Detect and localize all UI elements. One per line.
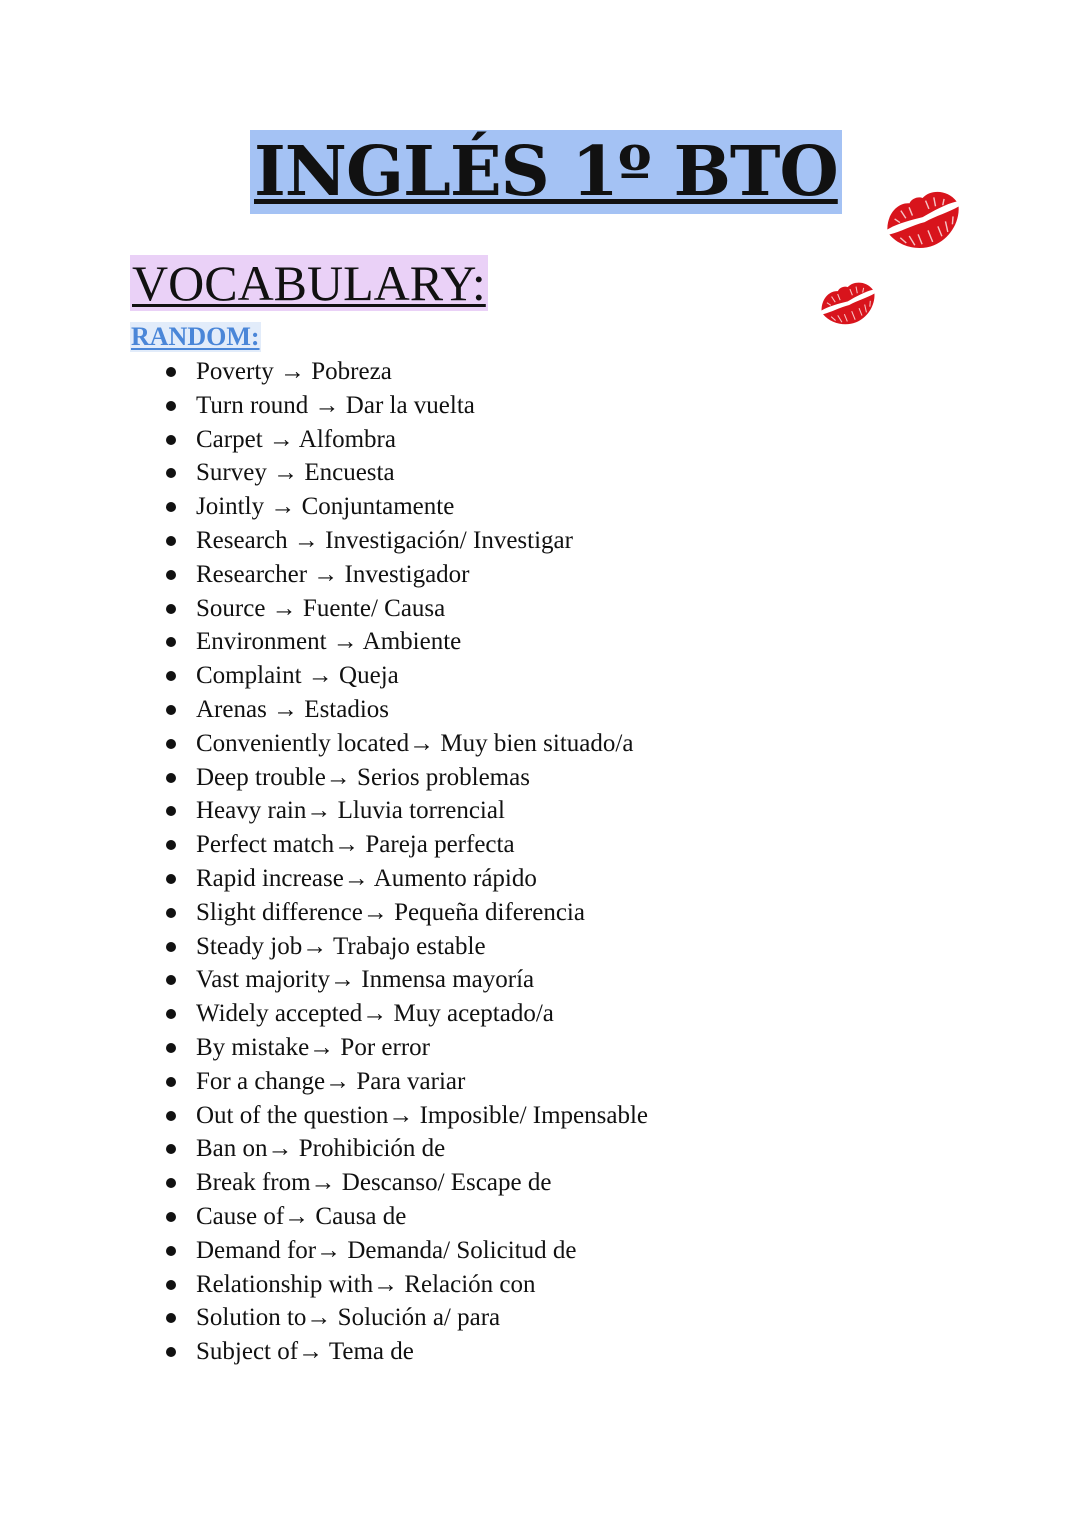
list-item: [160, 355, 648, 389]
vocabulary-list: [160, 355, 648, 1369]
vocab-entry: Solution to→ Solución a/ para: [196, 1304, 501, 1332]
vocab-entry: Subject of→ Tema de: [196, 1338, 414, 1366]
bullet-icon: [166, 1043, 176, 1053]
list-item: [160, 456, 648, 490]
vocab-entry: Cause of→ Causa de: [196, 1202, 407, 1230]
bullet-icon: [166, 1178, 176, 1188]
list-item: [160, 592, 648, 626]
bullet-icon: [166, 637, 176, 647]
section-heading-vocabulary: VOCABULARY:: [132, 255, 486, 311]
vocab-entry: Vast majority→ Inmensa mayoría: [196, 966, 535, 994]
bullet-icon: [166, 773, 176, 783]
list-item: [160, 1234, 648, 1268]
vocab-entry: By mistake→ Por error: [196, 1033, 430, 1061]
list-item: [160, 963, 648, 997]
list-item: [160, 930, 648, 964]
bullet-icon: [166, 1212, 176, 1222]
vocab-entry: Complaint → Queja: [196, 662, 399, 690]
vocab-entry: Ban on→ Prohibición de: [196, 1135, 446, 1163]
subheading-random: RANDOM:: [131, 322, 260, 351]
bullet-icon: [166, 975, 176, 985]
bullet-icon: [166, 739, 176, 749]
list-item: [160, 1335, 648, 1369]
bullet-icon: [166, 942, 176, 952]
list-item: [160, 389, 648, 423]
list-item: [160, 997, 648, 1031]
bullet-icon: [166, 1077, 176, 1087]
vocab-entry: Arenas → Estadios: [196, 695, 390, 723]
list-item: [160, 727, 648, 761]
vocab-entry: Carpet → Alfombra: [196, 425, 396, 453]
vocab-entry: Relationship with→ Relación con: [196, 1270, 536, 1298]
bullet-icon: [166, 367, 176, 377]
bullet-icon: [166, 604, 176, 614]
vocab-entry: Steady job→ Trabajo estable: [196, 932, 486, 960]
vocab-entry: Research → Investigación/ Investigar: [196, 526, 573, 554]
bullet-icon: [166, 401, 176, 411]
list-item: [160, 1099, 648, 1133]
list-item: [160, 1065, 648, 1099]
list-item: [160, 558, 648, 592]
vocab-entry: Jointly → Conjuntamente: [196, 493, 455, 521]
list-item: [160, 828, 648, 862]
bullet-icon: [166, 1009, 176, 1019]
list-item: [160, 659, 648, 693]
list-item: [160, 490, 648, 524]
vocab-entry: Heavy rain→ Lluvia torrencial: [196, 797, 505, 825]
bullet-icon: [166, 1347, 176, 1357]
bullet-icon: [166, 1111, 176, 1121]
vocab-entry: Deep trouble→ Serios problemas: [196, 763, 530, 791]
list-item: [160, 1166, 648, 1200]
list-item: [160, 896, 648, 930]
list-item: [160, 524, 648, 558]
bullet-icon: [166, 468, 176, 478]
vocab-entry: Widely accepted→ Muy aceptado/a: [196, 1000, 554, 1028]
list-item: [160, 862, 648, 896]
vocab-entry: Conveniently located→ Muy bien situado/a: [196, 729, 634, 757]
lipstick-kiss-icon: [815, 272, 881, 332]
vocab-entry: Environment → Ambiente: [196, 628, 462, 656]
list-item: [160, 794, 648, 828]
lipstick-kiss-icon: [878, 178, 968, 258]
bullet-icon: [166, 908, 176, 918]
list-item: [160, 693, 648, 727]
list-item: [160, 423, 648, 457]
bullet-icon: [166, 570, 176, 580]
bullet-icon: [166, 840, 176, 850]
list-item: [160, 1031, 648, 1065]
list-item: [160, 625, 648, 659]
vocab-entry: Source → Fuente/ Causa: [196, 594, 446, 622]
list-item: [160, 1200, 648, 1234]
vocab-entry: Turn round → Dar la vuelta: [196, 391, 475, 419]
vocab-entry: Out of the question→ Imposible/ Impensable: [196, 1101, 649, 1129]
list-item: [160, 1268, 648, 1302]
bullet-icon: [166, 1280, 176, 1290]
bullet-icon: [166, 874, 176, 884]
vocab-entry: For a change→ Para variar: [196, 1067, 466, 1095]
bullet-icon: [166, 705, 176, 715]
bullet-icon: [166, 435, 176, 445]
bullet-icon: [166, 1313, 176, 1323]
vocab-entry: Slight difference→ Pequeña diferencia: [196, 898, 585, 926]
list-item: [160, 1301, 648, 1335]
list-item: [160, 1132, 648, 1166]
vocab-entry: Poverty → Pobreza: [196, 358, 392, 385]
bullet-icon: [166, 502, 176, 512]
page-title: INGLÉS 1º BTO: [250, 130, 842, 214]
vocab-entry: Rapid increase→ Aumento rápido: [196, 864, 537, 892]
bullet-icon: [166, 1246, 176, 1256]
vocab-entry: Perfect match→ Pareja perfecta: [196, 831, 515, 859]
vocab-entry: Break from→ Descanso/ Escape de: [196, 1169, 552, 1197]
list-item: [160, 761, 648, 795]
vocab-entry: Survey → Encuesta: [196, 459, 395, 487]
vocab-entry: Demand for→ Demanda/ Solicitud de: [196, 1236, 577, 1264]
bullet-icon: [166, 806, 176, 816]
bullet-icon: [166, 1144, 176, 1154]
bullet-icon: [166, 671, 176, 681]
vocab-entry: Researcher → Investigador: [196, 560, 470, 588]
bullet-icon: [166, 536, 176, 546]
